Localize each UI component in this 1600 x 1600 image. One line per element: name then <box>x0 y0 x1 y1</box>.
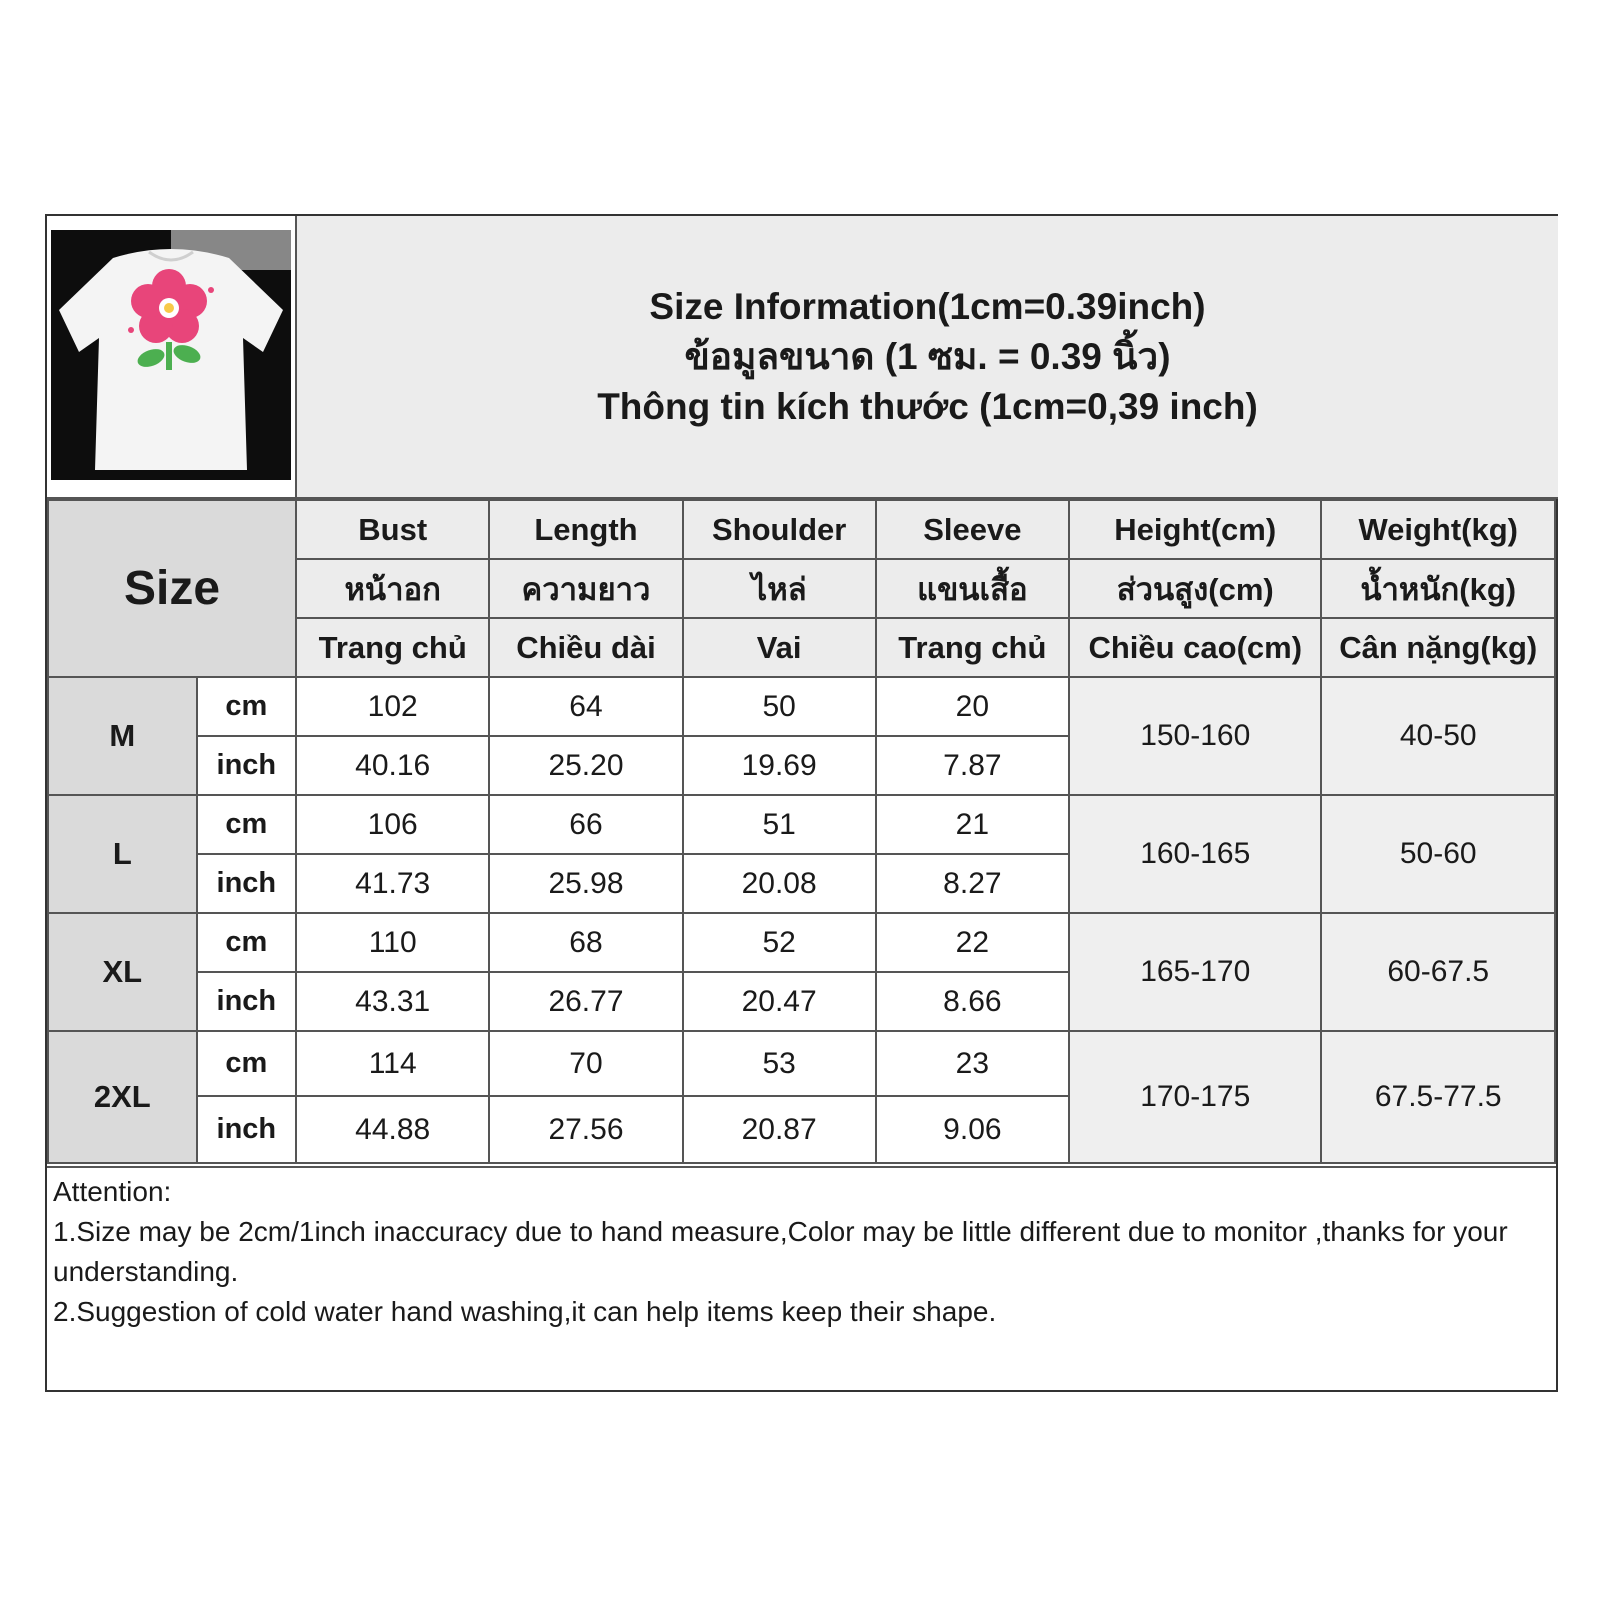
column-header-bust-vietnamese: Trang chủ <box>296 618 489 677</box>
table-cell: 110 <box>296 913 489 972</box>
size-name: L <box>48 795 197 913</box>
table-row <box>48 1031 1555 1096</box>
column-header-length-thai: ความยาว <box>489 559 682 618</box>
table-cell: 102 <box>296 677 489 736</box>
unit-label: inch <box>197 736 296 795</box>
table-cell: 50 <box>683 677 876 736</box>
column-header-shoulder-vietnamese: Vai <box>683 618 876 677</box>
table-cell: 26.77 <box>489 972 682 1031</box>
table-cell: 20.08 <box>683 854 876 913</box>
notes-heading: Attention: <box>53 1176 172 1207</box>
table-cell: 25.20 <box>489 736 682 795</box>
column-header-height: Height(cm) <box>1069 500 1321 559</box>
table-cell: 53 <box>683 1031 876 1096</box>
table-cell: 64 <box>489 677 682 736</box>
column-header-bust: Bust <box>296 500 489 559</box>
column-header-weight-thai: น้ำหนัก(kg) <box>1321 559 1555 618</box>
column-header-length-vietnamese: Chiều dài <box>489 618 682 677</box>
unit-label: cm <box>197 1031 296 1096</box>
weight-range: 40-50 <box>1321 677 1555 795</box>
product-photo-cell <box>47 216 297 499</box>
table-cell: 41.73 <box>296 854 489 913</box>
title-vietnamese: Thông tin kích thước (1cm=0,39 inch) <box>597 385 1258 427</box>
table-cell: 20.87 <box>683 1096 876 1163</box>
unit-label: cm <box>197 795 296 854</box>
size-name: 2XL <box>48 1031 197 1163</box>
table-cell: 52 <box>683 913 876 972</box>
table-cell: 20 <box>876 677 1069 736</box>
column-header-sleeve-thai: แขนเสื้อ <box>876 559 1069 618</box>
unit-label: cm <box>197 677 296 736</box>
size-chart-sheet <box>45 214 1558 1392</box>
column-header-sleeve: Sleeve <box>876 500 1069 559</box>
height-range: 170-175 <box>1069 1031 1321 1163</box>
table-row <box>48 913 1555 972</box>
table-cell: 114 <box>296 1031 489 1096</box>
column-header-shoulder-thai: ไหล่ <box>683 559 876 618</box>
column-header-bust-thai: หน้าอก <box>296 559 489 618</box>
size-table <box>47 499 1556 1164</box>
unit-label: inch <box>197 972 296 1031</box>
table-cell: 66 <box>489 795 682 854</box>
unit-label: cm <box>197 913 296 972</box>
table-row <box>48 795 1555 854</box>
table-cell: 27.56 <box>489 1096 682 1163</box>
table-cell: 9.06 <box>876 1096 1069 1163</box>
size-name: XL <box>48 913 197 1031</box>
table-cell: 20.47 <box>683 972 876 1031</box>
title-english: Size Information(1cm=0.39inch) <box>649 285 1206 327</box>
table-cell: 19.69 <box>683 736 876 795</box>
table-cell: 43.31 <box>296 972 489 1031</box>
header-row-english <box>48 500 1555 559</box>
tshirt-flower-photo <box>51 230 291 480</box>
table-cell: 8.66 <box>876 972 1069 1031</box>
table-cell: 106 <box>296 795 489 854</box>
column-header-sleeve-vietnamese: Trang chủ <box>876 618 1069 677</box>
table-cell: 25.98 <box>489 854 682 913</box>
height-range: 150-160 <box>1069 677 1321 795</box>
column-header-weight-vietnamese: Cân nặng(kg) <box>1321 618 1555 677</box>
size-heading: Size <box>48 500 296 677</box>
table-cell: 44.88 <box>296 1096 489 1163</box>
column-header-length: Length <box>489 500 682 559</box>
title-thai: ข้อมูลขนาด (1 ซม. = 0.39 นิ้ว) <box>684 335 1171 377</box>
title-block <box>297 216 1558 499</box>
size-name: M <box>48 677 197 795</box>
unit-label: inch <box>197 854 296 913</box>
weight-range: 50-60 <box>1321 795 1555 913</box>
table-cell: 51 <box>683 795 876 854</box>
column-header-height-vietnamese: Chiều cao(cm) <box>1069 618 1321 677</box>
table-row <box>48 677 1555 736</box>
note-washing: 2.Suggestion of cold water hand washing,it can help items keep their shape. <box>53 1296 997 1327</box>
table-cell: 21 <box>876 795 1069 854</box>
table-cell: 7.87 <box>876 736 1069 795</box>
unit-label: inch <box>197 1096 296 1163</box>
table-cell: 70 <box>489 1031 682 1096</box>
weight-range: 67.5-77.5 <box>1321 1031 1555 1163</box>
table-cell: 40.16 <box>296 736 489 795</box>
column-header-weight: Weight(kg) <box>1321 500 1555 559</box>
table-cell: 8.27 <box>876 854 1069 913</box>
height-range: 160-165 <box>1069 795 1321 913</box>
attention-notes <box>47 1166 1556 1390</box>
table-cell: 22 <box>876 913 1069 972</box>
table-cell: 68 <box>489 913 682 972</box>
note-measurement: 1.Size may be 2cm/1inch inaccuracy due to hand measure,Color may be little different due to monitor ,thanks for your understanding. <box>53 1216 1508 1287</box>
table-cell: 23 <box>876 1031 1069 1096</box>
column-header-shoulder: Shoulder <box>683 500 876 559</box>
column-header-height-thai: ส่วนสูง(cm) <box>1069 559 1321 618</box>
weight-range: 60-67.5 <box>1321 913 1555 1031</box>
height-range: 165-170 <box>1069 913 1321 1031</box>
